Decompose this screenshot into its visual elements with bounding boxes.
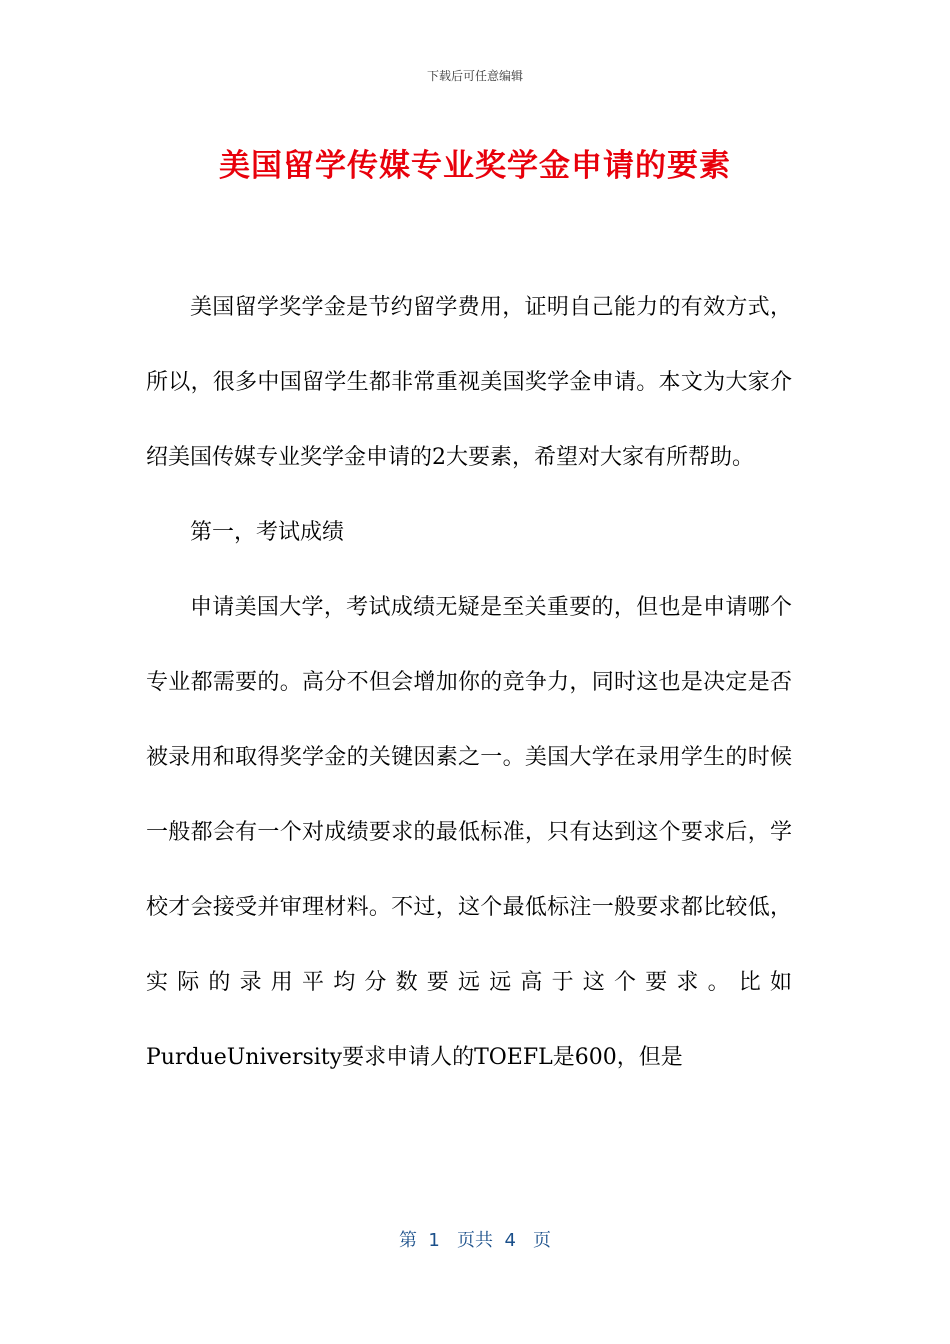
paragraph-exam-scores: 申请美国大学，考试成绩无疑是至关重要的，但也是申请哪个专业都需要的。高分不但会增加你的竞争力，同时这也是决定是否被录用和取得奖学金的关键因素之一。美国大学在录用学生的时候一般都会有一个对成绩要求的最低标准，只有达到这个要求后，学校才会接受并审理材料。不过，这个最低标注一般要求都比较低，实际的录用平均分数要远远高于这个要求。比如PurdueUniversity要求申请人的TOEFL是600，但是 [146, 595, 792, 1070]
document-title: 美国留学传媒专业奖学金申请的要素 [219, 148, 731, 184]
paragraph-intro: 美国留学奖学金是节约留学费用，证明自己能力的有效方式，所以，很多中国留学生都非常重视美国奖学金申请。本文为大家介绍美国传媒专业奖学金申请的2大要素，希望对大家有所帮助。 [146, 295, 792, 470]
section-heading-exam-scores: 第一，考试成绩 [190, 520, 345, 545]
header-note: 下载后可任意编辑 [426, 69, 523, 83]
document-body [146, 270, 792, 1095]
page-footer: 第 1 页共 4 页 [398, 1230, 552, 1251]
